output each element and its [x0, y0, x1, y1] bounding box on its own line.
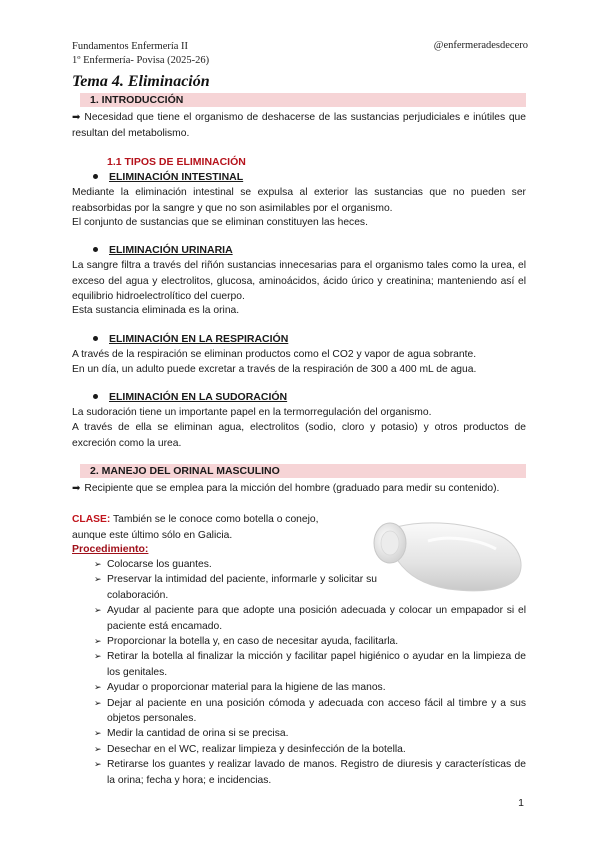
section-2-text: ➡ Recipiente que se emplea para la micción del hombre (graduado para medir su contenido). [72, 481, 526, 497]
urinal-image [368, 505, 528, 595]
section-1-title: 1. INTRODUCCIÓN [90, 94, 184, 106]
intestinal-p2: El conjunto de sustancias que se eliminan constituyen las heces. [72, 217, 368, 228]
page-number: 1 [518, 797, 524, 809]
bullet-intestinal: ELIMINACIÓN INTESTINAL [93, 171, 243, 183]
header-left [72, 40, 209, 68]
arrowhead-icon: ➢ [94, 651, 102, 662]
arrowhead-icon: ➢ [94, 574, 102, 585]
respiracion-p1: A través de la respiración se eliminan productos como el CO2 y vapor de agua sobrante. [72, 349, 477, 360]
clase-line [72, 512, 362, 528]
arrowhead-icon: ➢ [94, 636, 102, 647]
bullet-dot-icon [93, 247, 98, 252]
list-item: ➢ Dejar al paciente en una posición cómoda y adecuada con acceso fácil al timbre y a sus objetos personales. [94, 697, 526, 725]
arrow-right-icon: ➡ [72, 112, 81, 123]
arrowhead-icon: ➢ [94, 605, 102, 616]
header-handle: @enfermeradesdecero [433, 40, 528, 51]
list-item: ➢ Ayudar o proporcionar material para la higiene de las manos. [94, 680, 526, 695]
page-title: Tema 4. Eliminación [72, 73, 210, 90]
arrowhead-icon: ➢ [94, 697, 102, 708]
arrowhead-icon: ➢ [94, 559, 102, 569]
procedimiento-label: Procedimiento: [72, 543, 149, 555]
bullet-urinaria: ELIMINACIÓN URINARIA [93, 244, 233, 256]
section-2-title: 2. MANEJO DEL ORINAL MASCULINO [90, 465, 280, 477]
clase-label: CLASE: [72, 514, 111, 525]
urinaria-p2: Esta sustancia eliminada es la orina. [72, 305, 240, 316]
bullet-sudoracion: ELIMINACIÓN EN LA SUDORACIÓN [93, 391, 287, 403]
sudoracion-p1: La sudoración tiene un importante papel en la termorregulación del organismo. [72, 407, 432, 418]
section-1-text: ➡ Necesidad que tiene el organismo de deshacerse de las sustancias perjudiciales e inútiles que resultan del metabolismo. [72, 112, 526, 139]
list-item: ➢ Ayudar al paciente para que adopte una posición adecuada y colocar un empapador si el paciente está encamado. [94, 605, 526, 632]
arrowhead-icon: ➢ [94, 728, 102, 739]
bullet-respiracion: ELIMINACIÓN EN LA RESPIRACIÓN [93, 333, 288, 345]
intestinal-p1: Mediante la eliminación intestinal se expulsa al exterior las sustancias que no pueden ser reabsorbidas por la sangre y que no son asimilables por el organismo. [72, 187, 526, 214]
bullet-dot-icon [93, 174, 98, 179]
arrowhead-icon: ➢ [94, 743, 102, 754]
bullet-dot-icon [93, 336, 98, 341]
list-item: ➢ Colocarse los guantes. [94, 557, 377, 572]
clase-text-2: aunque este último sólo en Galicia. [72, 530, 233, 541]
tipos-title: 1.1 TIPOS DE ELIMINACIÓN [107, 156, 246, 168]
clase-text: También se le conoce como botella o conejo, [110, 514, 319, 525]
header-year: 1º Enfermería- Povisa (2025-26) [72, 55, 210, 66]
list-item: ➢ Retirar la botella al finalizar la micción y facilitar papel higiénico o ayudar en la limpieza de los genitales. [94, 651, 526, 678]
arrow-right-icon: ➡ [72, 483, 81, 494]
header-course: Fundamentos Enfermería II [72, 41, 189, 52]
arrowhead-icon: ➢ [94, 682, 102, 693]
list-item: ➢ Proporcionar la botella y, en caso de necesitar ayuda, facilitarla. [94, 634, 526, 649]
respiracion-p2: En un día, un adulto puede excretar a través de la respiración de 300 a 400 mL de agua. [72, 364, 477, 375]
urinaria-p1: La sangre filtra a través del riñón sustancias innecesarias para el organismo tales como la urea, el exceso del agua y electrolitos, glucosa, aminoácidos, ácido úrico y creatinina; manteniendo así el equilibrio hidroelectrolítico del cuerpo. [72, 260, 526, 302]
list-item: ➢ Preservar la intimidad del paciente, informarle y solicitar su colaboración. [94, 574, 377, 601]
list-item: ➢ Desechar en el WC, realizar limpieza y desinfección de la botella. [94, 742, 526, 757]
list-item: ➢ Medir la cantidad de orina si se precisa. [94, 726, 526, 741]
list-item: ➢ Retirarse los guantes y realizar lavado de manos. Registro de diuresis y características de la orina; fecha y hora; e incidencias. [94, 759, 526, 786]
bullet-dot-icon [93, 394, 98, 399]
arrowhead-icon: ➢ [94, 759, 102, 770]
sudoracion-p2: A través de ella se eliminan agua, electrolitos (sodio, cloro y potasio) y otros productos de excreción como la urea. [72, 422, 526, 449]
